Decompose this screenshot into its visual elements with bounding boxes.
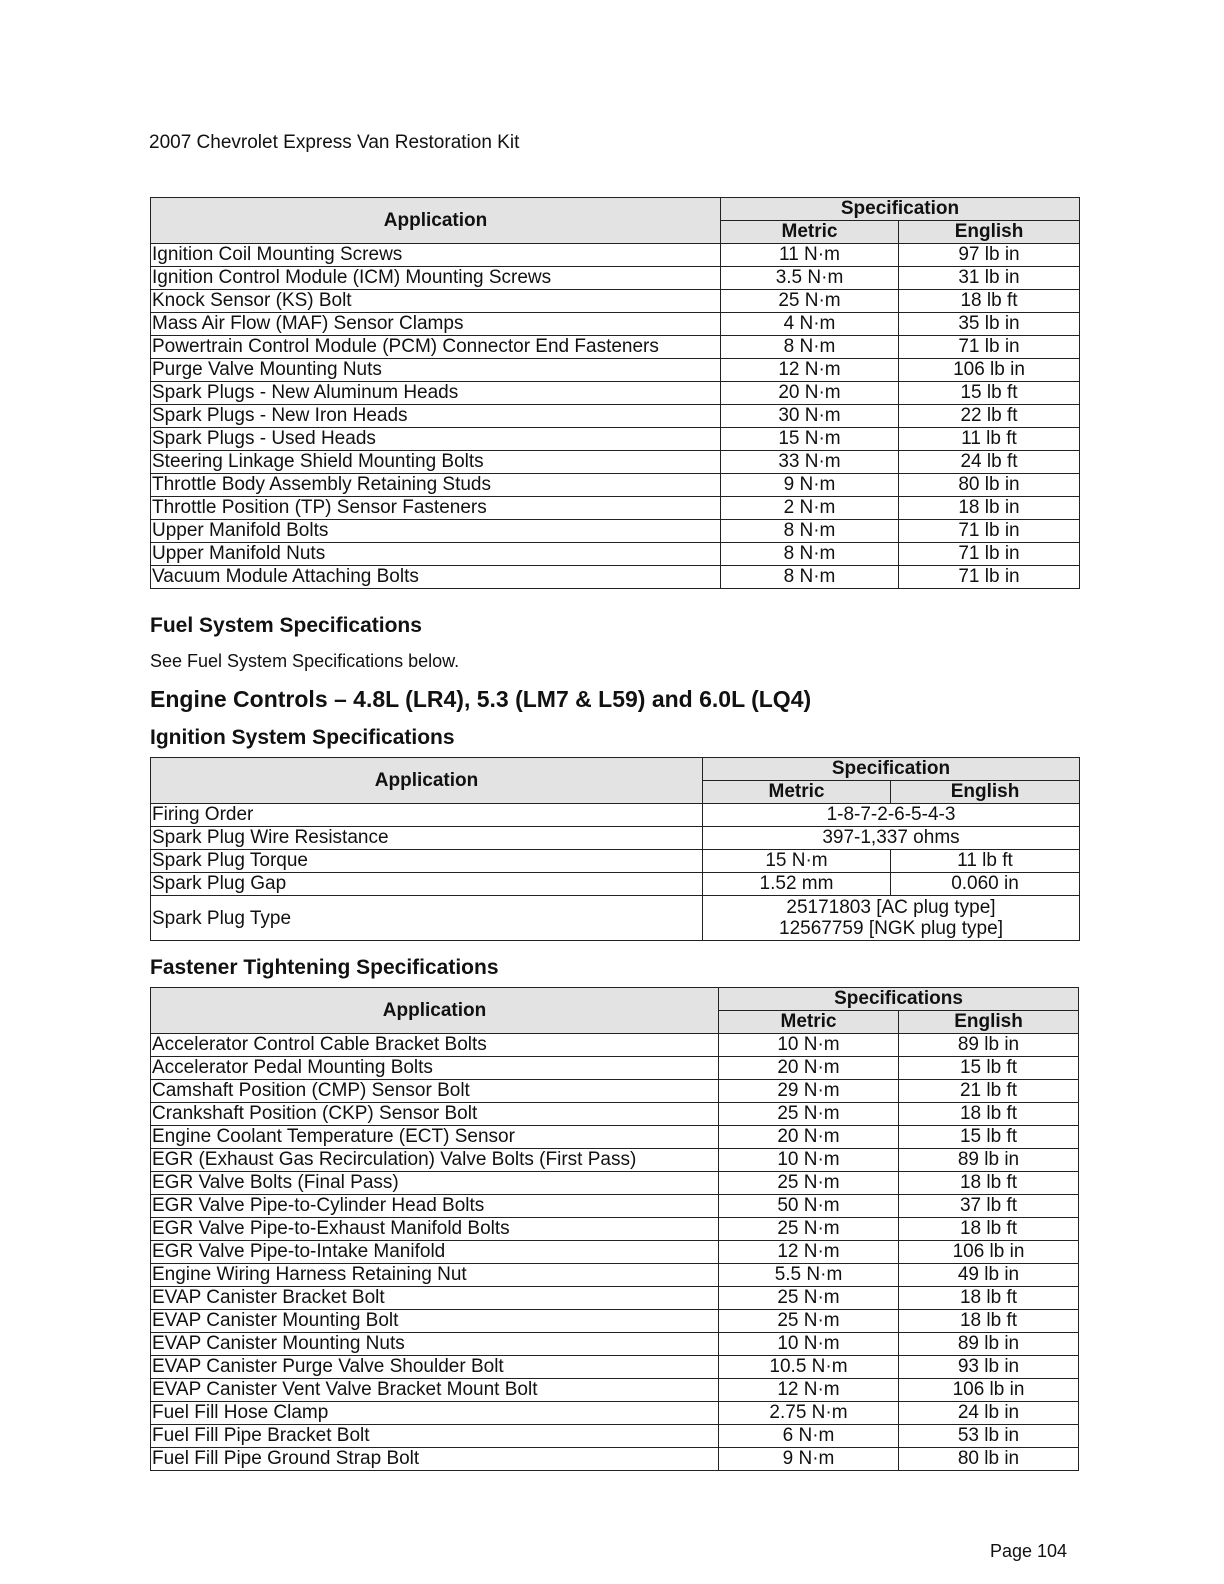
table-row bbox=[151, 1218, 1079, 1241]
application-cell: Mass Air Flow (MAF) Sensor Clamps bbox=[151, 313, 721, 336]
metric-cell: 20 N·m bbox=[719, 1126, 899, 1149]
english-cell: 21 lb ft bbox=[899, 1080, 1079, 1103]
english-cell: 15 lb ft bbox=[899, 1057, 1079, 1080]
english-cell: 15 lb ft bbox=[899, 382, 1080, 405]
metric-cell: 29 N·m bbox=[719, 1080, 899, 1103]
type-value-ac: 25171803 [AC plug type] bbox=[786, 897, 996, 918]
english-cell: 93 lb in bbox=[899, 1356, 1079, 1379]
col-application-header: Application bbox=[151, 758, 703, 804]
torque-label: Spark Plug Torque bbox=[151, 850, 703, 873]
metric-cell: 8 N·m bbox=[721, 566, 899, 589]
col-specification-header: Specification bbox=[703, 758, 1080, 781]
application-cell: Knock Sensor (KS) Bolt bbox=[151, 290, 721, 313]
english-cell: 18 lb ft bbox=[899, 1172, 1079, 1195]
table-row bbox=[151, 850, 1080, 873]
table-row bbox=[151, 1057, 1079, 1080]
metric-cell: 25 N·m bbox=[719, 1310, 899, 1333]
table-row bbox=[151, 244, 1080, 267]
col-application-header: Application bbox=[151, 988, 719, 1034]
table-row bbox=[151, 1333, 1079, 1356]
application-cell: EGR Valve Bolts (Final Pass) bbox=[151, 1172, 719, 1195]
english-cell: 11 lb ft bbox=[899, 428, 1080, 451]
table-row bbox=[151, 497, 1080, 520]
metric-cell: 6 N·m bbox=[719, 1425, 899, 1448]
table-row bbox=[151, 405, 1080, 428]
torque-spec-table bbox=[150, 197, 1080, 589]
gap-metric: 1.52 mm bbox=[703, 873, 891, 896]
english-cell: 106 lb in bbox=[899, 359, 1080, 382]
english-cell: 71 lb in bbox=[899, 336, 1080, 359]
table-row bbox=[151, 382, 1080, 405]
table-row bbox=[151, 359, 1080, 382]
application-cell: Camshaft Position (CMP) Sensor Bolt bbox=[151, 1080, 719, 1103]
table-row bbox=[151, 1103, 1079, 1126]
metric-cell: 25 N·m bbox=[721, 290, 899, 313]
english-cell: 24 lb in bbox=[899, 1402, 1079, 1425]
application-cell: Accelerator Control Cable Bracket Bolts bbox=[151, 1034, 719, 1057]
table-row bbox=[151, 267, 1080, 290]
table-row bbox=[151, 1287, 1079, 1310]
type-value bbox=[703, 896, 1080, 941]
application-cell: Steering Linkage Shield Mounting Bolts bbox=[151, 451, 721, 474]
english-cell: 18 lb ft bbox=[899, 290, 1080, 313]
metric-cell: 8 N·m bbox=[721, 336, 899, 359]
english-cell: 18 lb ft bbox=[899, 1287, 1079, 1310]
metric-cell: 8 N·m bbox=[721, 543, 899, 566]
metric-cell: 33 N·m bbox=[721, 451, 899, 474]
table-row bbox=[151, 1149, 1079, 1172]
table-row bbox=[151, 1195, 1079, 1218]
english-cell: 71 lb in bbox=[899, 520, 1080, 543]
application-cell: Engine Coolant Temperature (ECT) Sensor bbox=[151, 1126, 719, 1149]
metric-cell: 8 N·m bbox=[721, 520, 899, 543]
english-cell: 71 lb in bbox=[899, 543, 1080, 566]
table-row bbox=[151, 1264, 1079, 1287]
english-cell: 106 lb in bbox=[899, 1241, 1079, 1264]
metric-cell: 4 N·m bbox=[721, 313, 899, 336]
english-cell: 89 lb in bbox=[899, 1333, 1079, 1356]
application-cell: Purge Valve Mounting Nuts bbox=[151, 359, 721, 382]
col-application-header: Application bbox=[151, 198, 721, 244]
fastener-spec-table bbox=[150, 987, 1079, 1471]
table-row bbox=[151, 896, 1080, 941]
application-cell: Crankshaft Position (CKP) Sensor Bolt bbox=[151, 1103, 719, 1126]
metric-cell: 25 N·m bbox=[719, 1287, 899, 1310]
table-row bbox=[151, 543, 1080, 566]
application-cell: Spark Plugs - Used Heads bbox=[151, 428, 721, 451]
english-cell: 18 lb ft bbox=[899, 1310, 1079, 1333]
english-cell: 31 lb in bbox=[899, 267, 1080, 290]
engine-controls-title: Engine Controls – 4.8L (LR4), 5.3 (LM7 & L59) and 6.0L (LQ4) bbox=[150, 686, 812, 712]
english-cell: 97 lb in bbox=[899, 244, 1080, 267]
torque-spec-table-body bbox=[151, 244, 1080, 589]
application-cell: Ignition Coil Mounting Screws bbox=[151, 244, 721, 267]
application-cell: Fuel Fill Pipe Ground Strap Bolt bbox=[151, 1448, 719, 1471]
table-row bbox=[151, 1080, 1079, 1103]
metric-cell: 10.5 N·m bbox=[719, 1356, 899, 1379]
application-cell: EGR Valve Pipe-to-Intake Manifold bbox=[151, 1241, 719, 1264]
english-cell: 80 lb in bbox=[899, 1448, 1079, 1471]
torque-english: 11 lb ft bbox=[891, 850, 1080, 873]
ignition-spec-table bbox=[150, 757, 1080, 941]
ignition-section-title: Ignition System Specifications bbox=[150, 726, 455, 749]
metric-cell: 25 N·m bbox=[719, 1103, 899, 1126]
table-row bbox=[151, 1310, 1079, 1333]
application-cell: EGR (Exhaust Gas Recirculation) Valve Bolts (First Pass) bbox=[151, 1149, 719, 1172]
application-cell: Ignition Control Module (ICM) Mounting Screws bbox=[151, 267, 721, 290]
application-cell: Accelerator Pedal Mounting Bolts bbox=[151, 1057, 719, 1080]
application-cell: EVAP Canister Mounting Bolt bbox=[151, 1310, 719, 1333]
table-row bbox=[151, 520, 1080, 543]
col-metric-header: Metric bbox=[719, 1011, 899, 1034]
english-cell: 89 lb in bbox=[899, 1034, 1079, 1057]
table-row bbox=[151, 1241, 1079, 1264]
table-row bbox=[151, 1034, 1079, 1057]
table-row bbox=[151, 1425, 1079, 1448]
metric-cell: 12 N·m bbox=[719, 1241, 899, 1264]
english-cell: 18 lb ft bbox=[899, 1103, 1079, 1126]
english-cell: 80 lb in bbox=[899, 474, 1080, 497]
col-english-header: English bbox=[899, 1011, 1079, 1034]
metric-cell: 10 N·m bbox=[719, 1333, 899, 1356]
application-cell: Spark Plugs - New Iron Heads bbox=[151, 405, 721, 428]
metric-cell: 2 N·m bbox=[721, 497, 899, 520]
col-english-header: English bbox=[899, 221, 1080, 244]
metric-cell: 30 N·m bbox=[721, 405, 899, 428]
metric-cell: 20 N·m bbox=[719, 1057, 899, 1080]
english-cell: 106 lb in bbox=[899, 1379, 1079, 1402]
application-cell: EVAP Canister Purge Valve Shoulder Bolt bbox=[151, 1356, 719, 1379]
application-cell: Fuel Fill Pipe Bracket Bolt bbox=[151, 1425, 719, 1448]
english-cell: 18 lb in bbox=[899, 497, 1080, 520]
fastener-section-title: Fastener Tightening Specifications bbox=[150, 956, 499, 979]
metric-cell: 25 N·m bbox=[719, 1172, 899, 1195]
application-cell: EVAP Canister Bracket Bolt bbox=[151, 1287, 719, 1310]
table-row bbox=[151, 1448, 1079, 1471]
english-cell: 35 lb in bbox=[899, 313, 1080, 336]
table-row bbox=[151, 290, 1080, 313]
application-cell: Upper Manifold Bolts bbox=[151, 520, 721, 543]
table-row bbox=[151, 804, 1080, 827]
metric-cell: 25 N·m bbox=[719, 1218, 899, 1241]
application-cell: EVAP Canister Vent Valve Bracket Mount Bolt bbox=[151, 1379, 719, 1402]
english-cell: 89 lb in bbox=[899, 1149, 1079, 1172]
application-cell: Spark Plugs - New Aluminum Heads bbox=[151, 382, 721, 405]
fuel-section-title: Fuel System Specifications bbox=[150, 614, 422, 637]
metric-cell: 10 N·m bbox=[719, 1149, 899, 1172]
english-cell: 53 lb in bbox=[899, 1425, 1079, 1448]
english-cell: 71 lb in bbox=[899, 566, 1080, 589]
english-cell: 15 lb ft bbox=[899, 1126, 1079, 1149]
fastener-spec-table-body bbox=[151, 1034, 1079, 1471]
table-row bbox=[151, 1126, 1079, 1149]
table-row bbox=[151, 428, 1080, 451]
metric-cell: 20 N·m bbox=[721, 382, 899, 405]
application-cell: Fuel Fill Hose Clamp bbox=[151, 1402, 719, 1425]
table-row bbox=[151, 474, 1080, 497]
table-row bbox=[151, 873, 1080, 896]
application-cell: EGR Valve Pipe-to-Cylinder Head Bolts bbox=[151, 1195, 719, 1218]
wire-resistance-label: Spark Plug Wire Resistance bbox=[151, 827, 703, 850]
metric-cell: 50 N·m bbox=[719, 1195, 899, 1218]
type-label: Spark Plug Type bbox=[151, 896, 703, 941]
table-row bbox=[151, 451, 1080, 474]
col-metric-header: Metric bbox=[703, 781, 891, 804]
metric-cell: 3.5 N·m bbox=[721, 267, 899, 290]
gap-english: 0.060 in bbox=[891, 873, 1080, 896]
metric-cell: 15 N·m bbox=[721, 428, 899, 451]
gap-label: Spark Plug Gap bbox=[151, 873, 703, 896]
english-cell: 22 lb ft bbox=[899, 405, 1080, 428]
table-row bbox=[151, 566, 1080, 589]
english-cell: 24 lb ft bbox=[899, 451, 1080, 474]
metric-cell: 10 N·m bbox=[719, 1034, 899, 1057]
table-row bbox=[151, 336, 1080, 359]
col-specification-header: Specification bbox=[721, 198, 1080, 221]
table-row bbox=[151, 1379, 1079, 1402]
metric-cell: 9 N·m bbox=[721, 474, 899, 497]
wire-resistance-value: 397-1,337 ohms bbox=[703, 827, 1080, 850]
firing-order-label: Firing Order bbox=[151, 804, 703, 827]
document-header: 2007 Chevrolet Express Van Restoration Kit bbox=[149, 132, 520, 153]
metric-cell: 11 N·m bbox=[721, 244, 899, 267]
type-value-ngk: 12567759 [NGK plug type] bbox=[779, 918, 1003, 939]
table-row bbox=[151, 1356, 1079, 1379]
application-cell: Throttle Position (TP) Sensor Fasteners bbox=[151, 497, 721, 520]
english-cell: 49 lb in bbox=[899, 1264, 1079, 1287]
metric-cell: 2.75 N·m bbox=[719, 1402, 899, 1425]
col-metric-header: Metric bbox=[721, 221, 899, 244]
metric-cell: 12 N·m bbox=[721, 359, 899, 382]
metric-cell: 5.5 N·m bbox=[719, 1264, 899, 1287]
table-row bbox=[151, 827, 1080, 850]
application-cell: Throttle Body Assembly Retaining Studs bbox=[151, 474, 721, 497]
application-cell: EVAP Canister Mounting Nuts bbox=[151, 1333, 719, 1356]
application-cell: Powertrain Control Module (PCM) Connector End Fasteners bbox=[151, 336, 721, 359]
table-row bbox=[151, 1402, 1079, 1425]
metric-cell: 9 N·m bbox=[719, 1448, 899, 1471]
torque-metric: 15 N·m bbox=[703, 850, 891, 873]
col-specification-header: Specifications bbox=[719, 988, 1079, 1011]
col-english-header: English bbox=[891, 781, 1080, 804]
application-cell: EGR Valve Pipe-to-Exhaust Manifold Bolts bbox=[151, 1218, 719, 1241]
firing-order-value: 1-8-7-2-6-5-4-3 bbox=[703, 804, 1080, 827]
application-cell: Vacuum Module Attaching Bolts bbox=[151, 566, 721, 589]
fuel-section-text: See Fuel System Specifications below. bbox=[150, 651, 460, 671]
table-row bbox=[151, 1172, 1079, 1195]
english-cell: 18 lb ft bbox=[899, 1218, 1079, 1241]
english-cell: 37 lb ft bbox=[899, 1195, 1079, 1218]
application-cell: Engine Wiring Harness Retaining Nut bbox=[151, 1264, 719, 1287]
application-cell: Upper Manifold Nuts bbox=[151, 543, 721, 566]
metric-cell: 12 N·m bbox=[719, 1379, 899, 1402]
table-row bbox=[151, 313, 1080, 336]
page-number: Page 104 bbox=[990, 1541, 1068, 1561]
